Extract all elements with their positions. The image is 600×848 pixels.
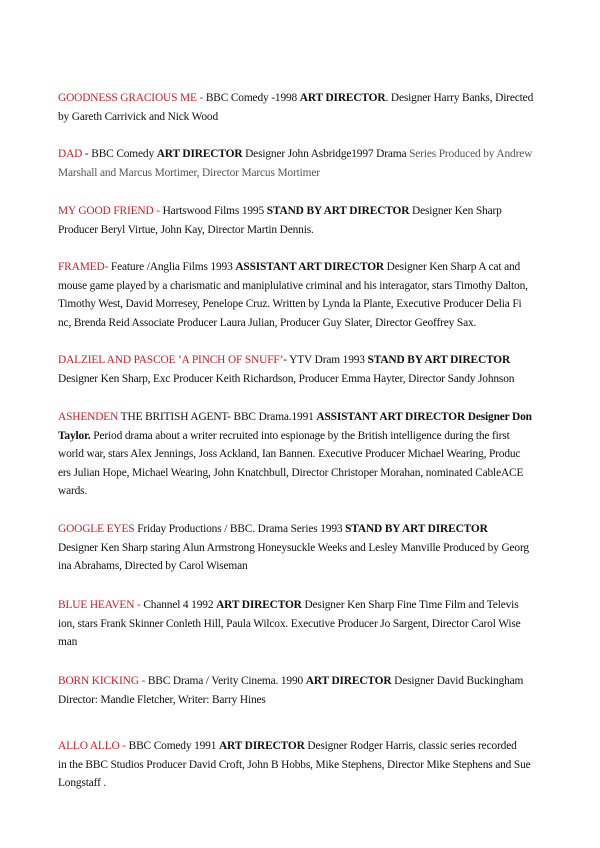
credit-line <box>58 89 548 108</box>
credit-blue-heaven <box>58 596 548 652</box>
credit-text: Designer John Asbridge1997 Drama <box>242 148 410 160</box>
production-title: BORN KICKING - <box>58 675 148 687</box>
credit-google-eyes <box>58 520 548 576</box>
credit-line <box>58 202 548 221</box>
production-title: ALLO ALLO - <box>58 740 129 752</box>
credit-line <box>58 370 548 389</box>
credit-line <box>58 164 548 183</box>
role-text: ART DIRECTOR <box>299 92 386 104</box>
credit-text: ion, stars Frank Skinner Conleth Hill, Paula Wilcox. Executive Producer Jo Sargent, Director Carol Wise <box>58 617 521 630</box>
credit-text: Timothy West, David Morresey, Penelope Cruz. Written by Lynda la Plante, Executive Producer Delia Fi <box>58 298 522 310</box>
credit-goodness-gracious-me <box>58 89 548 126</box>
role-text: ART DIRECTOR <box>216 599 302 611</box>
credit-dad <box>58 145 548 182</box>
credit-framed <box>58 258 548 332</box>
credit-line <box>58 615 548 634</box>
production-title: BLUE HEAVEN - <box>58 599 144 611</box>
credit-text: nc, Brenda Reid Associate Producer Laura Julian, Producer Guy Slater, Director Geoffrey Sax. <box>58 316 477 329</box>
role-text: Taylor. <box>58 429 91 442</box>
credit-text: ina Abrahams, Directed by Carol Wiseman <box>58 560 248 572</box>
credit-line <box>58 557 548 576</box>
credit-text: Designer Ken Sharp <box>409 205 502 217</box>
role-text: STAND BY ART DIRECTOR <box>266 205 410 217</box>
credit-text: Designer Ken Sharp, Exc Producer Keith Richardson, Producer Emma Hayter, Director Sandy Johnson <box>58 372 515 385</box>
credit-line <box>58 691 548 710</box>
credit-text: Designer Ken Sharp staring Alun Armstrong Honeysuckle Weeks and Lesley Manville Produced by Georg <box>58 541 529 554</box>
role-text: ASSISTANT ART DIRECTOR Designer Don <box>316 411 532 423</box>
credit-text: Designer Rodger Harris, classic series recorded <box>304 740 517 752</box>
credit-text: Period drama about a writer recruited into espionage by the British intelligence during the first <box>90 429 510 442</box>
credit-text: Channel 4 1992 <box>143 599 217 611</box>
role-text: STAND BY ART DIRECTOR <box>367 354 511 366</box>
credit-text: wards. <box>58 485 88 497</box>
credit-line <box>58 277 548 296</box>
production-title: DALZIEL AND PASCOE ‘A PINCH OF SNUFF’ <box>58 354 284 366</box>
credit-text: Producer Beryl Virtue, John Kay, Director Martin Dennis. <box>58 223 314 236</box>
credit-text: BBC Comedy -1998 <box>205 92 300 104</box>
credit-line <box>58 408 548 427</box>
credit-line <box>58 633 548 652</box>
role-text: STAND BY ART DIRECTOR <box>345 523 488 535</box>
credit-line <box>58 482 548 501</box>
credit-ashenden <box>58 408 548 501</box>
role-text: ART DIRECTOR <box>156 148 243 160</box>
credit-dalziel-and-pascoe <box>58 351 548 388</box>
credit-text: mouse game played by a charismatic and maniplulative criminal and his interagator, stars Timothy Dalton, <box>58 279 528 292</box>
credit-line <box>58 108 548 127</box>
credit-text: man <box>58 636 78 648</box>
credit-line <box>58 737 548 756</box>
credit-line <box>58 445 548 464</box>
credit-text: by Gareth Carrivick and Nick Wood <box>58 110 218 123</box>
credit-text: in the BBC Studios Producer David Croft, John B Hobbs, Mike Stephens, Director Mike Stephens and Sue <box>58 758 531 771</box>
role-text: ASSISTANT ART DIRECTOR <box>235 261 384 273</box>
credit-my-good-friend <box>58 202 548 239</box>
credit-allo-allo <box>58 737 548 793</box>
credit-text: Feature /Anglia Films 1993 <box>110 261 236 273</box>
credit-line <box>58 596 548 615</box>
credit-text: world war, stars Alex Jennings, Joss Ackland, Ian Bannen. Executive Producer Michael Wearing, Produc <box>58 448 521 460</box>
credit-text: Series Produced by Andrew <box>409 148 533 160</box>
credit-text: - YTV Dram 1993 <box>283 354 368 366</box>
credit-line <box>58 221 548 240</box>
credit-line <box>58 539 548 558</box>
production-title: ASHENDEN <box>58 411 119 423</box>
credit-text: Designer David Buckingham <box>391 675 524 687</box>
credit-text: Marshall and Marcus Mortimer, Director Marcus Mortimer <box>58 166 320 179</box>
credit-text: - BBC Comedy <box>82 148 157 160</box>
credit-line <box>58 774 548 793</box>
credit-text: Hartswood Films 1995 <box>162 205 267 217</box>
credit-line <box>58 145 548 164</box>
credit-text: Longstaff . <box>58 777 107 789</box>
production-title: DAD <box>58 148 83 160</box>
credit-line <box>58 520 548 539</box>
credit-text: BBC Comedy 1991 <box>128 740 219 752</box>
credit-text: Designer Ken Sharp A cat and <box>383 261 521 273</box>
credit-text: ers Julian Hope, Michael Wearing, John Knatchbull, Director Christoper Morahan, nominated CableACE <box>58 466 524 479</box>
credit-line <box>58 427 548 446</box>
credit-text: . Designer Harry Banks, Directed <box>385 92 534 104</box>
credit-text: BBC Drama / Verity Cinema. 1990 <box>147 675 306 687</box>
production-title: GOODNESS GRACIOUS ME - <box>58 92 206 104</box>
credit-line <box>58 756 548 775</box>
credit-line <box>58 672 548 691</box>
credit-line <box>58 464 548 483</box>
credit-text: Director: Mandie Fletcher, Writer: Barry Hines <box>58 693 266 706</box>
role-text: ART DIRECTOR <box>305 675 392 687</box>
credit-text: THE BRITISH AGENT- BBC Drama.1991 <box>118 411 317 423</box>
credit-text: Designer Ken Sharp Fine Time Film and Televis <box>301 599 519 611</box>
credit-line <box>58 295 548 314</box>
credit-born-kicking <box>58 672 548 709</box>
credit-line <box>58 258 548 277</box>
production-title: MY GOOD FRIEND - <box>58 205 163 217</box>
credit-line <box>58 351 548 370</box>
role-text: ART DIRECTOR <box>218 740 305 752</box>
credit-line <box>58 314 548 333</box>
credit-text: Friday Productions / BBC. Drama Series 1993 <box>134 523 346 535</box>
production-title: GOOGLE EYES <box>58 523 135 535</box>
production-title: FRAMED- <box>58 261 111 273</box>
